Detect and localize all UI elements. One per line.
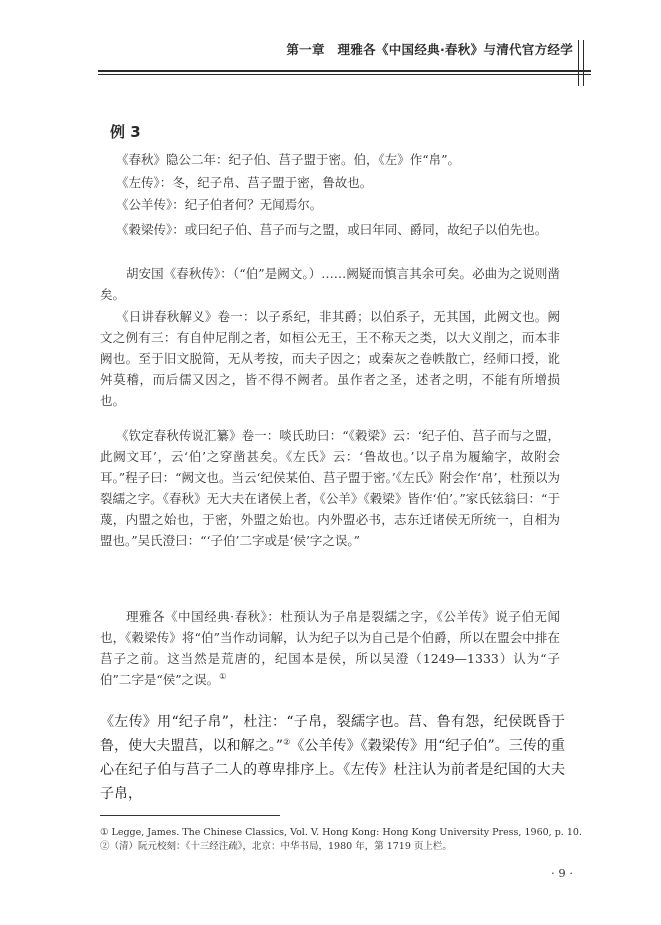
footnote: ②（清）阮元校刻：《十三经注疏》，北京：中华书局，1980 年，第 1719 页上栏。 [100,841,452,852]
quoted-passage: 《钦定春秋传说汇纂》卷一：啖氏助曰：“《穀梁》云：‘纪子伯、莒子而与之盟，此阙文耳’，云‘伯’之穿凿甚矣。《左氏》云：‘鲁故也。’以子帛为履緰字，故附会耳。”程子曰：“阙文也。当云‘纪侯某伯、莒子盟于密。’《左氏》附会作‘帛’，杜预以为裂繻之字。《春秋》无大夫在诸侯上者，《公羊》《穀梁》皆作‘伯’。”家氏铉翁曰：“于蔑，内盟之始也，于密，外盟之始也。内外盟必书，志东迁诸侯无所统一，自相为盟也。”吴氏澄曰：“‘子伯’二字或是‘侯’字之误。” [100,428,560,548]
quoted-passage-text: 理雅各《中国经典·春秋》：杜预认为子帛是裂繻之字，《公羊传》说子伯无闻也，《穀梁传》将“伯”当作动词解，认为纪子以为自己是个伯爵，所以在盟会中排在莒子之前。这当然是荒唐的，纪国本是侯，所以吴澄（1249—1333）认为“子伯”二字是“侯”之误。 [100,609,560,687]
body-text: 《公羊传》《穀梁传》用“纪子伯”。三传的重心在纪子伯与莒子二人的尊卑排序上。《左传》杜注认为前者是纪国的大夫子帛， [100,738,565,802]
page-number: · 9 · [551,866,573,880]
header-rule [98,70,591,72]
footnote-marker: ② [283,737,291,747]
quoted-passage: 胡安国《春秋传》：（“伯”是阙文。）……阙疑而慎言其余可矣。必曲为之说则凿矣。 [100,266,560,302]
running-header: 第一章 理雅各《中国经典·春秋》与清代官方经学 [286,42,573,57]
header-vertical-rule [583,40,584,86]
quoted-passage: 《公羊传》：纪子伯者何？无闻焉尔。 [116,197,323,212]
body-paragraph [100,710,565,806]
quoted-passage: 《穀梁传》：或曰纪子伯、莒子而与之盟，或曰年同、爵同，故纪子以伯先也。 [116,222,548,237]
header-vertical-rule [578,40,579,86]
body-text: 《左传》用“纪子帛”，杜注：“子帛，裂繻字也。莒、鲁有怨，纪侯既昏于鲁，使大夫盟莒，以和解之。” [100,714,565,754]
quoted-passage [100,606,560,690]
quoted-passage: 《日讲春秋解义》卷一：以子系纪，非其爵；以伯系子，无其国，此阙文也。阙文之例有三：有自仲尼削之者，如桓公无王，王不称天之类，以大义削之，而本非阙也。至于旧文脱简，无从考按，而夫子因之；或秦灰之卷帙散亡，经师口授，讹舛莫稽，而后儒又因之，皆不得不阙者。虽作者之圣，述者之明，不能有所增损也。 [100,309,560,408]
quoted-passage: 《春秋》隐公二年：纪子伯、莒子盟于密。伯，《左》作“帛”。 [116,152,461,167]
footnote-separator [100,815,280,816]
example-heading: 例 3 [110,123,141,141]
quoted-passage: 《左传》：冬，纪子帛、莒子盟于密，鲁故也。 [116,175,373,190]
header-rule-thin [98,74,591,75]
footnote-marker: ① [219,671,227,681]
footnote: ① Legge, James. The Chinese Classics, Vol. V. Hong Kong: Hong Kong University Press, 1960, p. 10. [100,827,582,838]
